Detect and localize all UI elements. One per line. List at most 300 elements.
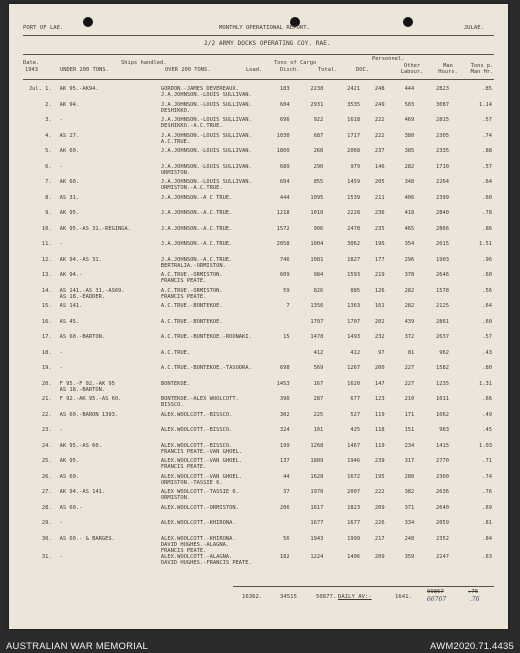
cell-over: ALEX.WOOLCOTT.-KHIRONA. DAVID HUGHES.-ALAGNA. FRANCIS PEATE. — [160, 535, 236, 554]
cell-disch: 1478 — [310, 334, 324, 340]
cell-over: ALEX.WOOLCOTT.-VAN GHOEL. FRANCIS PEATE. — [160, 458, 243, 471]
cell-over: J.A.JOHNSON.-A.C.TRUE. BERTRALIA.-ORMISTON. — [160, 256, 233, 269]
table-row — [21, 381, 498, 397]
cell-date: 31. — [41, 553, 52, 560]
col-under-200: UNDER 200 TONS. — [60, 67, 109, 73]
cell-doc: 226 — [374, 520, 385, 526]
cell-over: A.C.TRUE.-ORMISTON. FRANCIS PEATE. — [160, 272, 223, 285]
cell-date: 26. — [41, 473, 52, 480]
cell-doc: 217 — [374, 535, 385, 542]
cell-date: 11. — [41, 241, 52, 247]
footer-accession: AWM2020.71.4435 — [430, 641, 514, 652]
cell-disch: 1617 — [310, 504, 324, 511]
cell-under: AK 94. — [59, 101, 80, 108]
cell-disch: 1095 — [310, 194, 324, 201]
cell-under: - — [59, 349, 63, 356]
cell-hours: 2840 — [436, 210, 450, 216]
col-tons-per-man-hr: Tons p. Man Hr. — [470, 63, 494, 76]
cell-under: AK 94.-AS 141. — [59, 489, 106, 495]
table-row — [21, 458, 498, 474]
cell-under: AS 141. — [59, 303, 83, 309]
cell-load: 7 — [286, 303, 290, 309]
cell-load: 37 — [283, 489, 290, 495]
cell-disch: 2238 — [310, 86, 324, 92]
table-row — [21, 272, 498, 288]
cell-hours: 3087 — [436, 101, 450, 108]
cell-disch: 1628 — [310, 473, 324, 480]
cell-tpmh: .57 — [482, 334, 492, 340]
cell-tpmh: .85 — [482, 86, 492, 92]
cell-load: 137 — [279, 458, 290, 464]
cell-date: 15. — [41, 303, 52, 309]
cell-disch: 268 — [313, 148, 324, 154]
cell-total: 1493 — [347, 334, 361, 340]
table-row — [21, 365, 498, 381]
cell-total: 1946 — [347, 458, 361, 464]
cell-total: 1406 — [347, 553, 361, 560]
col-disch: Disch. — [280, 67, 300, 73]
table-row — [21, 102, 498, 118]
cell-hours: 2335 — [436, 148, 450, 154]
cell-disch: 412 — [313, 349, 324, 356]
cell-over: J.A.JOHNSON.-LOUIS SULLIVAN. DESHIKKO.-A.C.TRUE. — [160, 117, 252, 130]
col-other-labour: Other Labour. — [400, 63, 424, 76]
header-port: PORT OF LAE. — [23, 25, 64, 31]
cell-load: 2058 — [276, 241, 290, 247]
cell-total: 2007 — [347, 489, 361, 495]
cell-disch: 1268 — [310, 442, 324, 449]
cell-load: 604 — [279, 101, 290, 108]
header-rule — [23, 35, 494, 36]
table-row — [21, 117, 498, 133]
cell-other: 371 — [404, 504, 415, 511]
cell-under: - — [59, 427, 63, 433]
cell-hours: 963 — [439, 427, 450, 433]
col-cargo: Tons of Cargo — [274, 60, 317, 66]
cell-total: 2068 — [347, 148, 361, 154]
cell-hours: 2352 — [436, 535, 450, 542]
cell-tpmh: .74 — [482, 473, 492, 480]
cell-date: 18. — [41, 349, 52, 356]
table-row — [21, 505, 498, 521]
cell-over: J.A.JOHNSON.-LOUIS SULLIVAN. — [160, 148, 252, 154]
header-report: MONTHLY OPERATIONAL REPORT. — [219, 25, 310, 31]
table-row — [21, 226, 498, 242]
cell-load — [261, 319, 290, 335]
cell-doc: 236 — [374, 210, 385, 216]
cell-doc: 97 — [378, 349, 385, 356]
cell-tpmh: .49 — [482, 411, 492, 418]
cell-doc: 177 — [374, 256, 385, 263]
cell-under: AK 94.-AS 31. — [59, 256, 102, 263]
cell-total: 1267 — [347, 365, 361, 371]
cell-disch: 826 — [313, 287, 324, 294]
cell-under: AK 60. — [59, 179, 80, 185]
cell-load: 1218 — [276, 210, 290, 216]
cell-total: 885 — [350, 287, 361, 294]
col-man-hours: Man Hours. — [438, 63, 458, 76]
cell-date: 16. — [41, 318, 52, 325]
cell-date: 21. — [41, 396, 52, 402]
cell-under: - — [59, 241, 63, 247]
cell-over: BONTEKOE. — [160, 380, 191, 387]
cell-doc: 222 — [374, 132, 385, 139]
cell-doc: 205 — [374, 179, 385, 185]
cell-doc: 209 — [374, 553, 385, 560]
cell-other: 503 — [404, 101, 415, 108]
cell-date: 8. — [45, 194, 52, 201]
cell-other: 171 — [404, 411, 415, 418]
cell-other: 380 — [404, 132, 415, 139]
cell-total: 979 — [350, 163, 361, 170]
col-date: Date. — [23, 60, 40, 66]
cell-doc: 161 — [374, 303, 385, 309]
cell-load: 698 — [279, 365, 290, 371]
table-row — [21, 148, 498, 164]
cell-other: 282 — [404, 303, 415, 309]
cell-under: AK 95.-AS 60. — [59, 442, 102, 449]
table-row — [21, 179, 498, 195]
total-doc: 1641. — [395, 594, 412, 600]
col-ships: Ships handled. — [121, 60, 167, 66]
cell-date: 10. — [41, 225, 52, 232]
cell-tpmh: .64 — [482, 179, 492, 185]
header-bottom-rule — [23, 79, 494, 80]
cell-disch: 922 — [313, 117, 324, 123]
cell-hours: 2637 — [436, 334, 450, 340]
cell-hours: 2399 — [436, 194, 450, 201]
cell-other: 282 — [404, 287, 415, 294]
table-row — [21, 474, 498, 490]
cell-other: 348 — [404, 179, 415, 185]
cell-load: 1572 — [276, 225, 290, 232]
cell-other: 81 — [407, 349, 415, 356]
cell-total: 3535 — [347, 101, 361, 108]
cell-hours: 1578 — [436, 287, 450, 294]
totals-rule — [233, 586, 494, 587]
cell-tpmh: 1.31 — [479, 380, 492, 387]
cell-under: - — [59, 520, 63, 526]
cell-other: 210 — [404, 396, 415, 402]
cell-total: 1593 — [347, 272, 361, 278]
header-month: JULAE. — [463, 25, 484, 31]
cell-load: 183 — [279, 86, 290, 92]
cell-tpmh: .76 — [482, 489, 492, 495]
cell-date: 2. — [45, 101, 52, 108]
table-row — [21, 257, 498, 273]
cell-load: 302 — [279, 411, 290, 418]
cell-under: AS 60.-BARON 1393. — [59, 411, 119, 418]
col-total: Total. — [318, 67, 338, 73]
col-over-200: OVER 200 TONS. — [165, 67, 211, 73]
cell-load: 59 — [283, 287, 290, 294]
cell-disch: 906 — [313, 225, 324, 232]
table-row — [21, 536, 498, 554]
cell-doc: 249 — [374, 101, 385, 108]
punch-hole — [83, 17, 93, 27]
cell-load: 15 — [283, 334, 290, 340]
table-row — [21, 520, 498, 536]
cell-total: 1363 — [347, 303, 361, 309]
cell-hours: 2815 — [436, 117, 450, 123]
cell-total: 1717 — [347, 132, 361, 139]
cell-tpmh: 1.03 — [479, 442, 492, 449]
total-cargo: 50877. — [316, 594, 337, 600]
cell-hours: 2861 — [436, 318, 450, 325]
cell-doc: 146 — [374, 163, 385, 170]
cell-tpmh: .66 — [482, 396, 492, 402]
cell-disch: 1004 — [310, 241, 324, 247]
cell-tpmh: .56 — [482, 287, 492, 294]
cell-total: 425 — [350, 427, 361, 433]
cell-date: 27. — [41, 489, 52, 495]
cell-hours: 2360 — [436, 473, 450, 480]
cell-tpmh: .74 — [482, 132, 492, 139]
cell-disch: 1943 — [310, 535, 324, 542]
cell-disch: 984 — [313, 272, 324, 278]
cell-under: AS 27. — [59, 132, 80, 139]
table-row — [21, 288, 498, 304]
cell-over: J.A.JOHNSON.-LOUIS SULLIVAN. A.C.TRUE. — [160, 132, 252, 145]
cell-load: 206 — [279, 504, 290, 511]
cell-load: 1800 — [276, 148, 290, 154]
cell-hours: 2636 — [436, 489, 450, 495]
cell-doc: 119 — [374, 442, 385, 449]
cell-under: - — [59, 365, 63, 371]
cell-disch: 2931 — [310, 101, 324, 108]
table-row — [21, 241, 498, 257]
cell-under: F 95.-F 92.-AK 95 AS 18.-BARTON. — [59, 380, 115, 393]
cell-over: ALEX.WOOLCOTT.-BISSCO. FRANCIS PEATE.-VAN GHOEL. — [160, 442, 243, 455]
cell-disch: 101 — [313, 427, 324, 433]
cell-tpmh: .43 — [482, 349, 492, 356]
cell-doc: 126 — [374, 287, 385, 294]
cell-tpmh: .96 — [482, 256, 492, 263]
cell-over: A.C.TRUE.-BONTEKOE. — [160, 318, 223, 325]
cell-doc: 147 — [374, 380, 385, 387]
cell-tpmh: .45 — [482, 427, 492, 433]
cell-hours: 1903 — [436, 256, 450, 263]
cell-date: 4. — [45, 132, 52, 139]
cell-hours: 2264 — [436, 179, 450, 185]
cell-under: AK 60. — [59, 148, 80, 154]
cell-load: 1453 — [276, 380, 290, 387]
cell-under: AK 95. — [59, 210, 80, 216]
cell-total: 412 — [350, 349, 361, 356]
cell-other: 151 — [404, 427, 415, 433]
cell-date: 13. — [41, 272, 52, 278]
cell-total: 1707 — [347, 318, 361, 325]
cell-over: BONTEKOE.-ALEX WOOLCOTT. BISSCO. — [160, 396, 239, 409]
cell-hours: 1710 — [436, 163, 450, 170]
cell-tpmh: .81 — [482, 520, 492, 526]
table-row — [21, 554, 498, 570]
total-hours-struck: 99867 — [427, 589, 444, 595]
cell-tpmh: .88 — [482, 148, 492, 154]
cell-total: 1459 — [347, 179, 361, 185]
cell-total: 527 — [350, 411, 361, 418]
table-row — [21, 334, 498, 350]
cell-date: 23. — [41, 427, 52, 433]
cell-other: 385 — [404, 148, 415, 154]
cell-other: 227 — [404, 365, 415, 371]
cell-disch: 1677 — [310, 520, 324, 526]
cell-other: 406 — [404, 194, 415, 201]
cell-over: ALEX.WOOLCOTT.-ALAGNA. DAVID HUGHES.-FRANCIS PEATE. — [160, 553, 252, 566]
cell-load: 44 — [283, 473, 290, 480]
operations-table — [21, 86, 498, 569]
cell-date: Jul. 1. — [28, 86, 52, 92]
cell-other: 227 — [404, 380, 415, 387]
cell-tpmh: .57 — [482, 117, 492, 123]
cell-under: AS 60.- & BARGES. — [59, 535, 115, 542]
total-hours-handwritten: 66767 — [427, 596, 447, 603]
total-load: 16362. — [242, 594, 263, 600]
table-row — [21, 427, 498, 443]
cell-load: 444 — [279, 194, 290, 201]
cell-date: 17. — [41, 334, 52, 340]
cell-over: ALEX.WOOLCOTT.-KHIRONA. — [160, 520, 236, 526]
cell-under: AS 60.-BARTON. — [59, 334, 106, 340]
cell-tpmh: .80 — [482, 365, 492, 371]
cell-load: 390 — [279, 396, 290, 402]
cell-under: - — [59, 117, 63, 123]
cell-over: A.C.TRUE. — [160, 349, 191, 356]
cell-hours: 1582 — [436, 365, 450, 371]
cell-disch: 687 — [313, 132, 324, 139]
cell-over: J.A.JOHNSON.-LOUIS SULLIVAN. ORMISTON.-A.C.TRUE. — [160, 179, 252, 192]
cell-under: - — [59, 163, 63, 170]
cell-over: J.A.JOHNSON.-A.C.TRUE. — [160, 210, 233, 216]
cell-hours: 2059 — [436, 520, 450, 526]
table-row — [21, 319, 498, 335]
table-row — [21, 210, 498, 226]
cell-doc: 239 — [374, 458, 385, 464]
cell-date: 24. — [41, 442, 52, 449]
cell-tpmh: .78 — [482, 210, 492, 216]
cell-date: 3. — [45, 117, 52, 123]
cell-other: 334 — [404, 520, 415, 526]
cell-total: 677 — [350, 396, 361, 402]
cell-under: AS 60. — [59, 473, 80, 480]
cell-other: 248 — [404, 535, 415, 542]
cell-load: 609 — [279, 272, 290, 278]
cell-hours: 1062 — [436, 411, 450, 418]
cell-under: F 92.-AK 95.-AS 60. — [59, 396, 122, 402]
cell-load: 199 — [279, 442, 290, 449]
cell-hours: 962 — [439, 349, 450, 356]
cell-under: AS 60.- — [59, 504, 83, 511]
cell-doc: 235 — [374, 225, 385, 232]
cell-over: J.A.JOHNSON.-A.C.TRUE. — [160, 241, 233, 247]
cell-disch: 1809 — [310, 458, 324, 464]
cell-over: A.C.TRUE.-BONTEKOE.-ROONAKI. — [160, 334, 252, 340]
cell-other: 418 — [404, 210, 415, 216]
cell-total: 2421 — [347, 86, 361, 92]
cell-tpmh: .60 — [482, 318, 492, 325]
cell-doc: 119 — [374, 411, 385, 418]
cell-other: 317 — [404, 458, 415, 464]
table-row — [21, 489, 498, 505]
cell-doc: 248 — [374, 86, 385, 92]
cell-date: 9. — [45, 210, 52, 216]
cell-doc: 202 — [374, 318, 385, 325]
table-row — [21, 412, 498, 428]
cell-date: 14. — [41, 287, 52, 294]
cell-hours: 1415 — [436, 442, 450, 449]
cell-over: J.A.JOHNSON.-LOUIS SULLIVAN. DESHIKKO. — [160, 101, 252, 114]
cell-over: A.C.TRUE.-BONTEKOE. — [160, 303, 223, 309]
cell-tpmh: .60 — [482, 194, 492, 201]
cell-hours: 2770 — [436, 458, 450, 464]
cell-disch: 1356 — [310, 303, 324, 309]
col-year: 1943 — [25, 67, 38, 73]
cell-tpmh: .71 — [482, 458, 492, 464]
cell-total: 1827 — [347, 256, 361, 263]
cell-disch: 1081 — [310, 256, 324, 263]
total-disch: 34515 — [280, 594, 297, 600]
cell-tpmh: .86 — [482, 225, 492, 232]
cell-tpmh: .84 — [482, 535, 492, 542]
cell-doc: 211 — [374, 194, 385, 201]
table-row — [21, 303, 498, 319]
cell-over: ALEX.WOOLCOTT.-BISSCO. — [160, 427, 233, 433]
cell-over: ALEX WOOLCOTT.-TASSIE 6. ORMISTON. — [160, 489, 239, 502]
cell-hours: 2640 — [436, 504, 450, 511]
cell-load: 696 — [279, 117, 290, 123]
cell-total: 1677 — [347, 520, 361, 526]
cell-load: 746 — [279, 256, 290, 263]
table-row — [21, 195, 498, 211]
cell-load: 604 — [279, 179, 290, 185]
cell-hours: 2866 — [436, 225, 450, 232]
footer-credit: AUSTRALIAN WAR MEMORIAL — [6, 641, 149, 652]
cell-disch: 569 — [313, 365, 324, 371]
cell-load — [261, 350, 290, 366]
cell-other: 378 — [404, 272, 415, 278]
col-doc: DOC. — [356, 67, 369, 73]
table-row — [21, 350, 498, 366]
cell-under: AS 141.-AS 31.-AS69. AS 18.-EADDER. — [59, 287, 125, 300]
cell-other: 296 — [404, 256, 415, 263]
cell-tpmh: .64 — [482, 303, 492, 309]
cell-doc: 123 — [374, 396, 385, 402]
cell-over: ALEX.WOOLCOTT.-VAN GHOEL. ORMISTON.-TASSIE 6. — [160, 473, 243, 486]
cell-hours: 2646 — [436, 272, 450, 278]
cell-load: 689 — [279, 163, 290, 170]
cell-disch: 225 — [313, 411, 324, 418]
cell-load: 324 — [279, 427, 290, 433]
cell-doc: 222 — [374, 117, 385, 123]
cell-other: 359 — [404, 553, 415, 560]
cell-total: 1999 — [347, 535, 361, 542]
cell-other: 444 — [404, 86, 415, 92]
cell-total: 1618 — [347, 117, 361, 123]
cell-doc: 237 — [374, 148, 385, 154]
cell-over: ALEX.WOOLCOTT.-ORMISTON. — [160, 504, 239, 511]
cell-disch: 287 — [313, 396, 324, 402]
cell-doc: 195 — [374, 473, 385, 480]
cell-under: AK 95.-AS 31.-REGINGA. — [59, 225, 132, 232]
cell-date: 25. — [41, 458, 52, 464]
cell-other: 280 — [404, 473, 415, 480]
cell-over: A.C.TRUE.-ORMISTON. FRANCIS PEATE. — [160, 287, 223, 300]
cell-other: 372 — [404, 334, 415, 340]
table-row — [21, 133, 498, 149]
cell-load: 56 — [283, 535, 290, 542]
cell-disch: 290 — [313, 163, 324, 170]
col-personnel: Personnel. — [372, 56, 405, 62]
